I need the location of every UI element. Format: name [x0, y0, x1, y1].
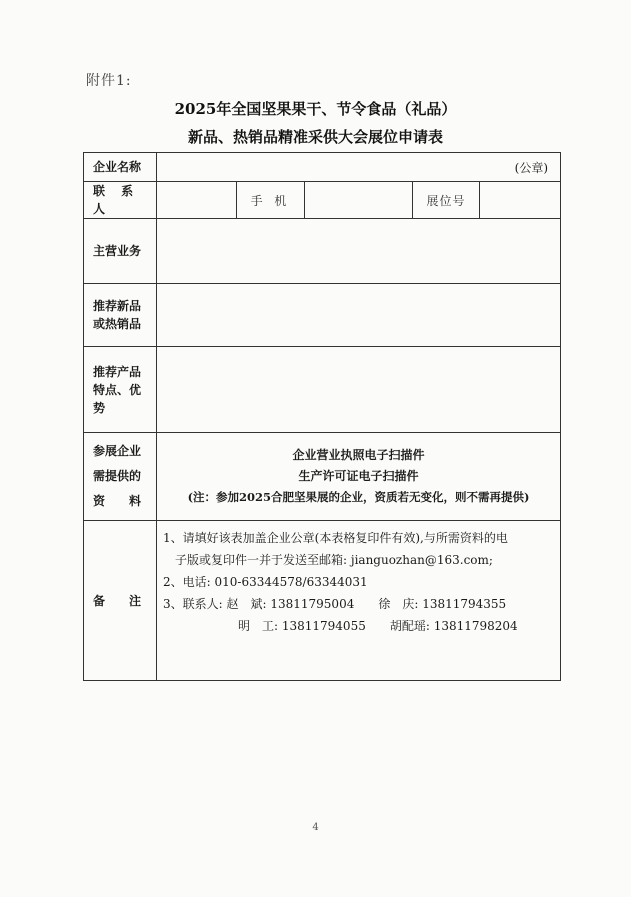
features-label-line: 势 — [93, 400, 106, 415]
company-name-label: 企业名称 — [84, 153, 157, 182]
features-label-line: 特点、优 — [93, 382, 142, 397]
phone-field[interactable] — [305, 182, 413, 219]
documents-label-line: 需提供的 — [93, 469, 142, 483]
features-row — [84, 347, 561, 433]
recommend-new-field[interactable] — [157, 284, 561, 347]
remarks-row — [84, 521, 561, 681]
recommend-new-label-line: 或热销品 — [93, 317, 142, 331]
remark-line: 子版或复印件一并于发送至邮箱: jianguozhan@163.com; — [175, 553, 493, 567]
recommend-new-label — [84, 284, 157, 347]
documents-label-line: 资 料 — [93, 494, 142, 508]
contact-label: 联 系 人 — [84, 182, 157, 219]
main-business-label: 主营业务 — [84, 219, 157, 284]
recommend-new-row — [84, 284, 561, 347]
features-label — [84, 347, 157, 433]
contact-row — [84, 182, 561, 219]
documents-note: (注：参加2025合肥坚果展的企业，资质若无变化，则不需再提供) — [187, 490, 530, 504]
remark-line: 2、电话: 010-63344578/63344031 — [163, 575, 368, 589]
company-name-row — [84, 153, 561, 182]
remark-line: 3、联系人: 赵 斌: 13811795004 徐 庆: 13811794355 — [163, 597, 507, 611]
attachment-label: 附件1: — [86, 73, 132, 89]
application-form-table — [83, 152, 561, 681]
main-business-field[interactable] — [157, 219, 561, 284]
documents-content — [157, 433, 561, 521]
main-business-row — [84, 219, 561, 284]
remark-line: 1、请填好该表加盖企业公章(本表格复印件有效),与所需资料的电 — [163, 531, 508, 545]
remarks-label: 备 注 — [84, 521, 157, 681]
documents-row — [84, 433, 561, 521]
seal-note: (公章) — [514, 160, 549, 175]
phone-label: 手 机 — [237, 182, 305, 219]
contact-field[interactable] — [157, 182, 237, 219]
form-title-line-2: 新品、热销品精准采供大会展位申请表 — [187, 128, 443, 146]
page-number: 4 — [312, 822, 319, 833]
features-label-line: 推荐产品 — [93, 364, 142, 379]
doc-production-license: 生产许可证电子扫描件 — [298, 469, 419, 483]
remark-line: 明 工: 13811794055 胡配瑶: 13811798204 — [238, 619, 518, 633]
recommend-new-label-line: 推荐新品 — [93, 299, 142, 313]
booth-field[interactable] — [480, 182, 561, 219]
documents-label — [84, 433, 157, 521]
form-title-line-1: 2025年全国坚果果干、节令食品（礼品） — [174, 100, 457, 118]
remarks-content — [157, 521, 561, 681]
company-name-field[interactable] — [157, 153, 561, 182]
doc-business-license: 企业营业执照电子扫描件 — [292, 448, 425, 462]
booth-label: 展位号 — [413, 182, 480, 219]
documents-label-line: 参展企业 — [93, 444, 142, 458]
features-field[interactable] — [157, 347, 561, 433]
